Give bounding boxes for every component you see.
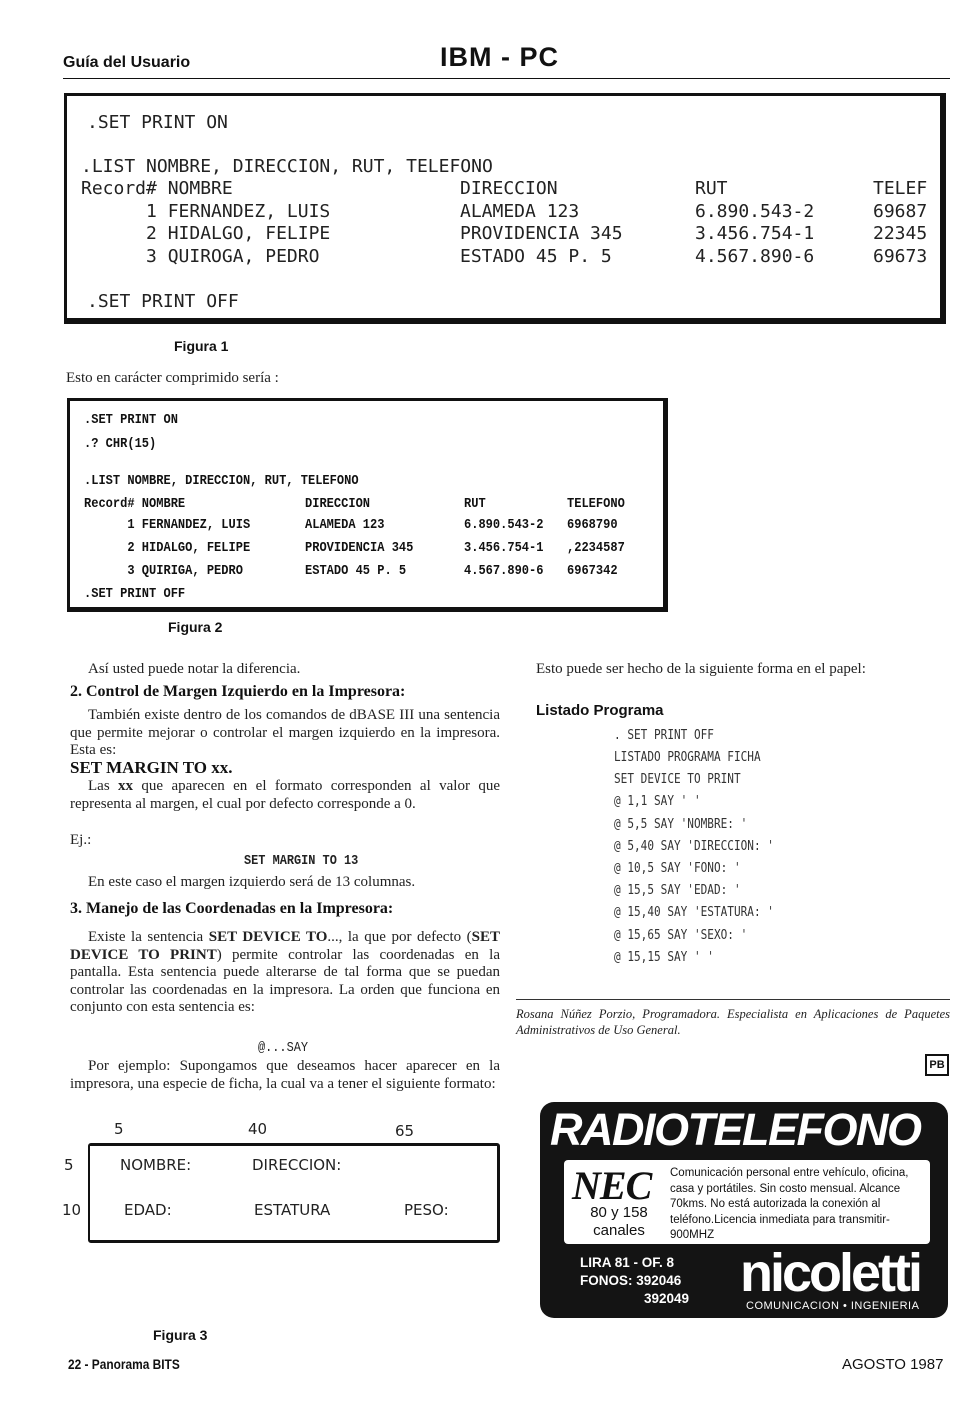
table-cell: DIRECCION — [460, 178, 558, 199]
table-cell: 69673 — [873, 246, 928, 267]
table-cell: ,2234587 — [567, 540, 625, 556]
company-tagline: COMUNICACION • INGENIERIA — [746, 1300, 920, 1312]
page-title: IBM - PC — [440, 42, 559, 72]
listing-title: Listado Programa — [536, 702, 664, 719]
table-cell: 69687 — [873, 201, 928, 222]
form-field-label: NOMBRE: — [120, 1156, 192, 1174]
code-line: 3 QUIRIGA, PEDRO — [84, 563, 243, 579]
advertisement — [540, 1102, 948, 1318]
table-cell: 6.890.543-2 — [464, 517, 544, 533]
table-cell: 4.567.890-6 — [695, 246, 815, 267]
paragraph: Esto puede ser hecho de la siguiente forma en el papel: — [536, 661, 866, 677]
section-heading: 2. Control de Margen Izquierdo en la Impresora: — [70, 683, 406, 700]
figure2-caption: Figura 2 — [168, 619, 223, 635]
table-cell: TELEF — [873, 178, 928, 199]
figure2-box — [67, 398, 668, 612]
author-rule — [516, 999, 950, 1000]
table-cell: 6.890.543-2 — [695, 201, 815, 222]
paragraph — [70, 929, 500, 1017]
code-line: .SET PRINT OFF — [84, 586, 186, 602]
form-field-label: DIRECCION: — [252, 1156, 342, 1174]
code-line: .SET PRINT OFF — [87, 291, 239, 312]
text-bold: SET DEVICE TO — [208, 929, 328, 945]
code-line: 2 HIDALGO, FELIPE — [81, 223, 331, 244]
table-cell: PROVIDENCIA 345 — [305, 540, 414, 556]
figure1-caption: Figura 1 — [174, 338, 229, 354]
footer-date: AGOSTO 1987 — [842, 1356, 944, 1373]
header-rule — [63, 78, 950, 79]
code-line: 1 FERNANDEZ, LUIS — [84, 517, 251, 533]
ad-channels-line: canales — [593, 1222, 645, 1239]
table-cell: PROVIDENCIA 345 — [460, 223, 623, 244]
nec-logo: NEC — [572, 1163, 652, 1208]
text-span: Existe la sentencia — [88, 929, 209, 945]
text-span: que aparecen en el formato corresponden al valor que representa al margen, el cual por defecto corresponde a 0. — [70, 778, 500, 812]
table-cell: RUT — [464, 496, 486, 512]
table-cell: 6967342 — [567, 563, 618, 579]
paragraph: Así usted puede notar la diferencia. — [88, 661, 301, 677]
paragraph: También existe dentro de los comandos de dBASE III una sentencia que permite mejorar o controlar el margen izquierdo en la impresora. Esta es: — [70, 707, 500, 758]
ad-phone-row — [580, 1272, 689, 1290]
table-cell: ALAMEDA 123 — [460, 201, 580, 222]
command-text: SET MARGIN TO xx. — [70, 758, 233, 777]
listing-line: @ 15,5 SAY 'EDAD: ' — [614, 882, 741, 898]
table-cell: TELEFONO — [567, 496, 625, 512]
text-span: Las — [88, 778, 119, 794]
table-cell: ALAMEDA 123 — [305, 517, 385, 533]
table-cell: 4.567.890-6 — [464, 563, 544, 579]
row-label: 5 — [64, 1156, 74, 1174]
code-line: .? CHR(15) — [84, 436, 157, 452]
program-listing — [614, 727, 914, 967]
running-header-title: Guía del Usuario — [63, 54, 191, 71]
code-line: .LIST NOMBRE, DIRECCION, RUT, TELEFONO — [84, 473, 359, 489]
ad-phone: 392049 — [644, 1291, 690, 1306]
listing-line: @ 5,5 SAY 'NOMBRE: ' — [614, 816, 748, 832]
code-line: 2 HIDALGO, FELIPE — [84, 540, 251, 556]
form-field-label: EDAD: — [124, 1201, 172, 1219]
listing-line: @ 15,15 SAY ' ' — [614, 949, 714, 965]
ad-title: RADIOTELEFONO — [550, 1104, 921, 1155]
ad-info-panel — [564, 1160, 930, 1244]
figure1-box — [64, 93, 946, 324]
ad-channels-line: 80 y 158 — [590, 1204, 648, 1221]
form-field-label: PESO: — [404, 1201, 449, 1219]
example-label: Ej.: — [70, 832, 92, 848]
ad-phone: 392046 — [636, 1273, 682, 1288]
section-heading: 3. Manejo de las Coordenadas en la Impresora: — [70, 900, 394, 917]
text-bold: xx — [118, 778, 134, 794]
table-cell: 3.456.754-1 — [464, 540, 544, 556]
table-cell: ESTADO 45 P. 5 — [460, 246, 612, 267]
intro-text: Esto en carácter comprimido sería : — [66, 370, 279, 386]
listing-line: @ 1,1 SAY ' ' — [614, 793, 701, 809]
ad-contact — [580, 1254, 689, 1308]
company-logo: nicoletti — [740, 1243, 921, 1303]
paragraph: Por ejemplo: Supongamos que deseamos hacer aparecer en la impresora, una especie de ficha, la cual va a tener el siguiente formato: — [70, 1058, 500, 1092]
listing-line: @ 10,5 SAY 'FONO: ' — [614, 860, 741, 876]
code-line: .SET PRINT ON — [84, 412, 178, 428]
paragraph — [70, 778, 500, 813]
listing-line: @ 15,65 SAY 'SEXO: ' — [614, 927, 748, 943]
table-cell: 3.456.754-1 — [695, 223, 815, 244]
code-line: .LIST NOMBRE, DIRECCION, RUT, TELEFONO — [81, 156, 493, 177]
text-span: ) permite controlar las coordenadas en la pantalla. Esta sentencia puede alterarse de tal forma que se puedan controlar las coordenadas en la impresora. La orden que funciona en conjunto con esta sentencia es: — [70, 946, 500, 1015]
ad-phones-label: FONOS: — [580, 1273, 633, 1288]
listing-line: SET DEVICE TO PRINT — [614, 771, 741, 787]
row-label: 10 — [62, 1201, 82, 1219]
code-line: 1 FERNANDEZ, LUIS — [81, 201, 331, 222]
code-line: .SET PRINT ON — [87, 112, 228, 133]
code-line: Record# NOMBRE — [81, 178, 233, 199]
code-line: SET MARGIN TO 13 — [244, 853, 359, 869]
form-field-label: ESTATURA — [254, 1201, 331, 1219]
ad-channels — [574, 1204, 664, 1240]
listing-line: . SET PRINT OFF — [614, 727, 714, 743]
column-label: 40 — [248, 1120, 268, 1138]
text-bold: SET DEVICE TO PRINT — [70, 929, 500, 963]
code-line: Record# NOMBRE — [84, 496, 186, 512]
listing-line: LISTADO PROGRAMA FICHA — [614, 749, 761, 765]
footer-page-info: 22 - Panorama BITS — [68, 1356, 180, 1372]
pb-badge: PB — [925, 1054, 949, 1076]
paragraph: En este caso el margen izquierdo será de 13 columnas. — [88, 874, 416, 890]
table-cell: DIRECCION — [305, 496, 371, 512]
table-cell: ESTADO 45 P. 5 — [305, 563, 407, 579]
code-line: 3 QUIROGA, PEDRO — [81, 246, 320, 267]
column-label: 5 — [114, 1120, 124, 1138]
author-note: Rosana Núñez Porzio, Programadora. Especialista en Aplicaciones de Paquetes Administrativos de Uso General. — [516, 1007, 950, 1037]
table-cell: RUT — [695, 178, 728, 199]
figure3-caption: Figura 3 — [153, 1327, 208, 1343]
text-span: ..., la que por defecto ( — [327, 929, 472, 945]
ad-description: Comunicación personal entre vehículo, oficina, casa y portátiles. Sin costo mensual. Alcance 70kms. No está autorizada la conexión al teléfono.Licencia inmediata para transmitir-900MHZ — [670, 1167, 909, 1241]
code-line: @...SAY — [258, 1040, 308, 1056]
listing-line: @ 15,40 SAY 'ESTATURA: ' — [614, 904, 774, 920]
table-cell: 22345 — [873, 223, 928, 244]
ad-address: LIRA 81 - OF. 8 — [580, 1255, 675, 1270]
table-cell: 6968790 — [567, 517, 618, 533]
column-label: 65 — [395, 1122, 415, 1140]
listing-line: @ 5,40 SAY 'DIRECCION: ' — [614, 838, 774, 854]
